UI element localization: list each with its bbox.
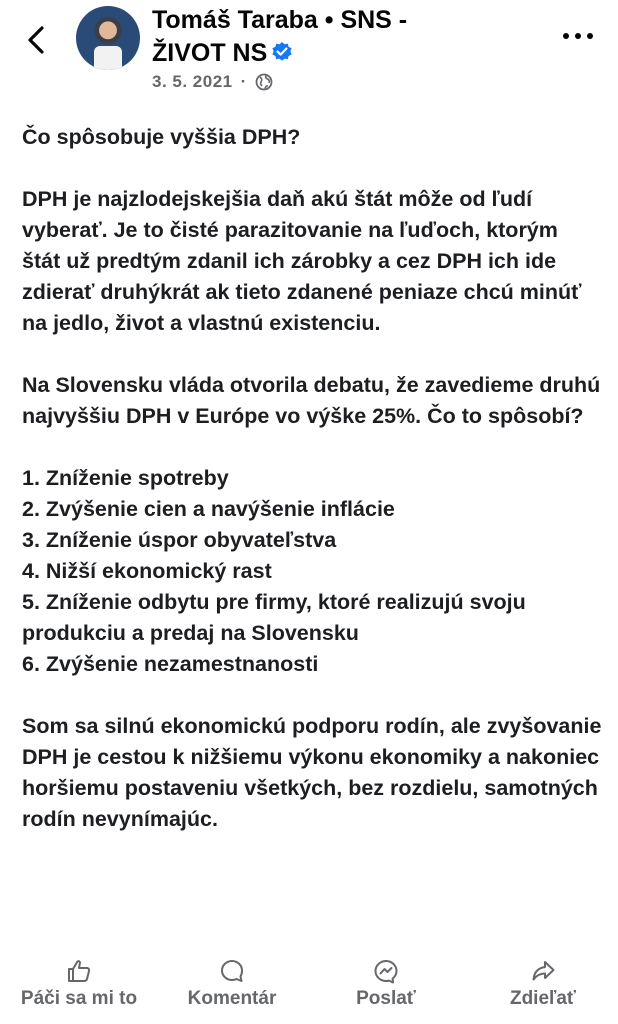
author-name-line1: Tomáš Taraba • SNS - [152,6,408,34]
share-label: Zdieľať [509,988,577,1009]
list-item: 6. Zvýšenie nezamestnanosti [22,652,319,676]
post-date[interactable]: 3. 5. 2021 [152,72,233,91]
thumbs-up-icon [66,958,92,984]
list-item: 1. Zníženie spotreby [22,466,229,490]
share-icon [530,958,556,984]
post-title: Čo spôsobuje vyššia DPH? [22,125,301,149]
meta-separator: · [240,72,247,91]
list-item: 3. Zníženie úspor obyvateľstva [22,528,337,552]
post-paragraph-1: DPH je najzlodejskejšia daň akú štát môže od ľudí vyberať. Je to čisté parazitovanie na ľuďoch, ktorým štát už predtým zdanil ich zárobky a cez DPH ich ide zdierať druhýkrát ak tieto zdanené peniaze chcú minúť na jedlo, život a vlastnú existenciu. [22,187,582,335]
action-bar [0,958,618,1024]
list-item: 5. Zníženie odbytu pre firmy, ktoré realizujú svoju produkciu a predaj na Slovensku [22,590,526,645]
author-name-line2: ŽIVOT NS [152,39,268,67]
effects-list [22,463,602,680]
verified-badge-icon [271,41,293,63]
like-button[interactable] [6,958,152,1010]
more-options-icon[interactable] [558,24,598,48]
comment-icon [219,958,245,984]
send-label: Poslať [356,988,416,1009]
avatar[interactable] [76,6,140,70]
share-button[interactable] [488,958,598,1010]
post-paragraph-3: Som sa silnú ekonomickú podporu rodín, ale zvyšovanie DPH je cestou k nižšiemu výkonu ekonomiky a nakoniec horšiemu postaveniu všetkých, bez rozdielu, samotných rodín nevynímajúc. [22,714,602,831]
globe-icon[interactable] [255,73,273,91]
back-arrow-icon[interactable] [22,20,52,60]
post-body [22,122,602,866]
messenger-icon [373,958,399,984]
comment-label: Komentár [187,988,277,1009]
post-paragraph-2: Na Slovensku vláda otvorila debatu, že zavedieme druhú najvyššiu DPH v Európe vo výške 25%. Čo to spôsobí? [22,373,601,428]
comment-button[interactable] [168,958,296,1010]
post-meta [152,72,273,92]
send-button[interactable] [336,958,436,1010]
like-label: Páči sa mi to [20,988,138,1009]
post-header [0,0,618,110]
list-item: 4. Nižší ekonomický rast [22,559,272,583]
list-item: 2. Zvýšenie cien a navýšenie inflácie [22,497,395,521]
author-name[interactable] [152,4,532,70]
